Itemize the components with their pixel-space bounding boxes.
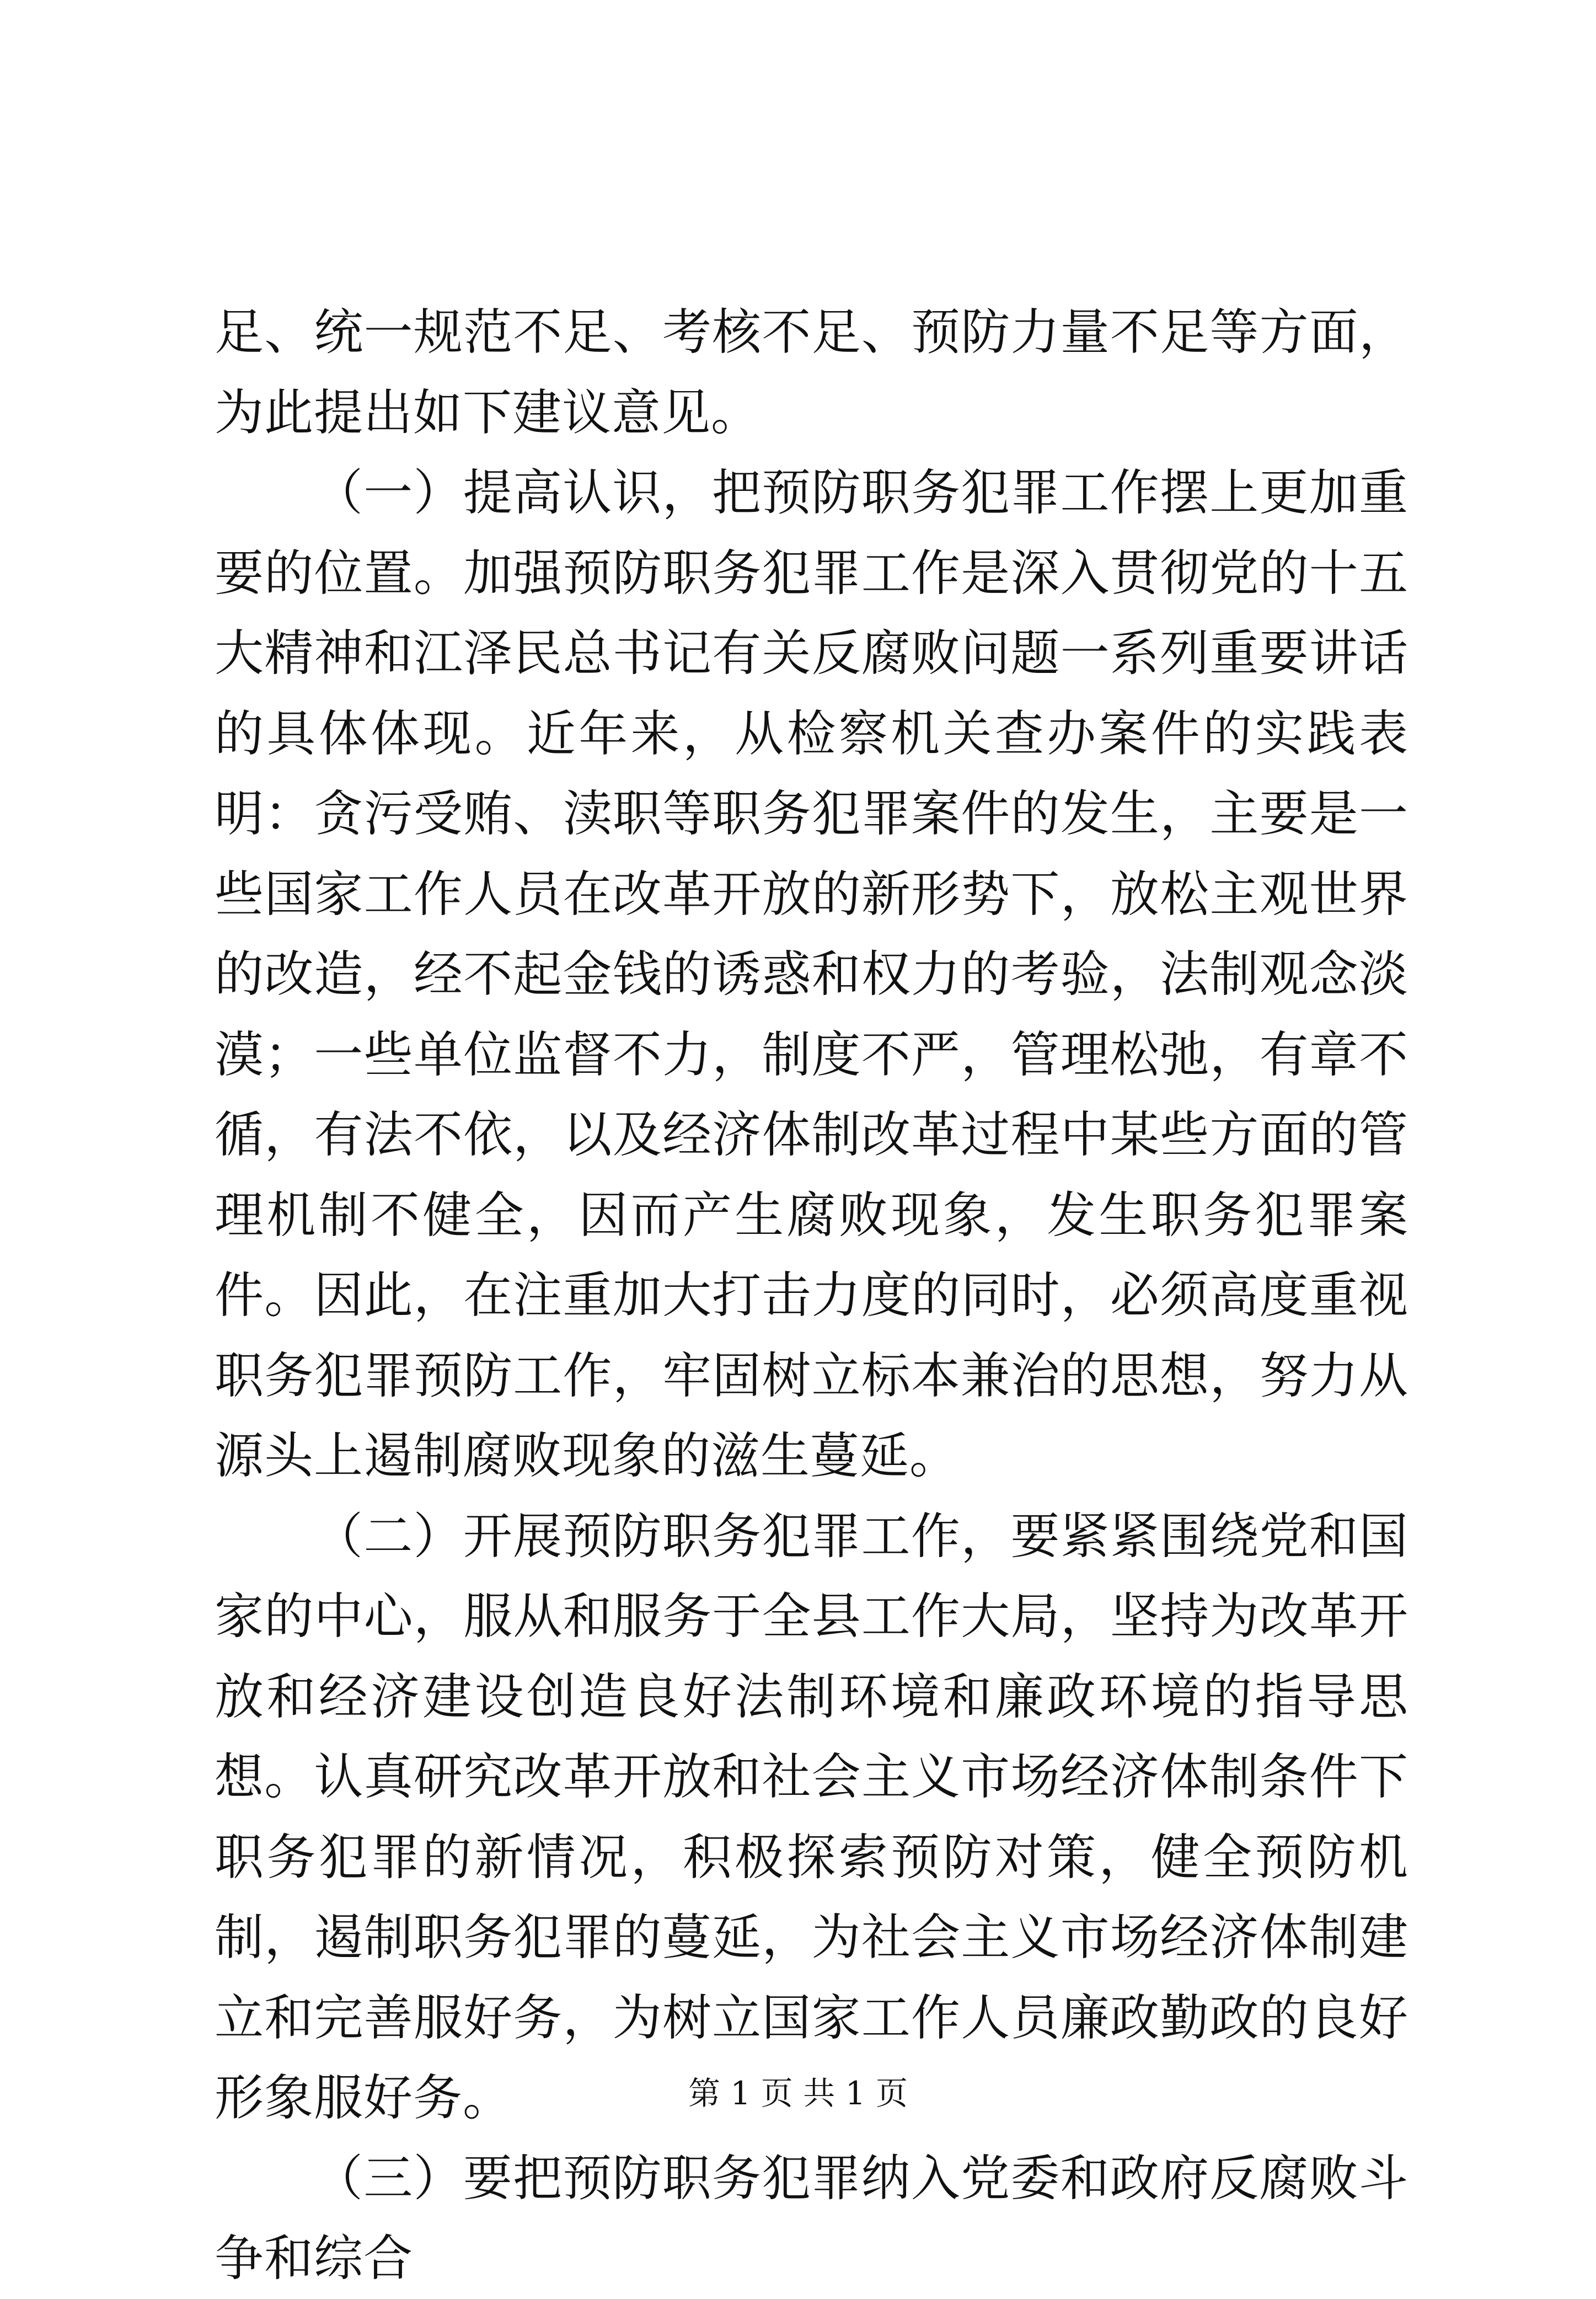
paragraph-section-2: （二）开展预防职务犯罪工作，要紧紧围绕党和国家的中心，服从和服务于全县工作大局，坚持为改革开放和经济建设创造良好法制环境和廉政环境的指导思想。认真研究改革开放和社会主义市场经济体制条件下职务犯罪的新情况，积极探索预防对策，健全预防机制，遏制职务犯罪的蔓延，为社会主义市场经济体制建立和完善服好务，为树立国家工作人员廉政勤政的良好形象服好务。 [215,1507,1408,2126]
page-footer [0,2074,1596,2113]
paragraph-section-1: （一）提高认识，把预防职务犯罪工作摆上更加重要的位置。加强预防职务犯罪工作是深入贯彻党的十五大精神和江泽民总书记有关反腐败问题一系列重要讲话的具体体现。近年来，从检察机关查办案件的实践表明：贪污受贿、渎职等职务犯罪案件的发生，主要是一些国家工作人员在改革开放的新形势下，放松主观世界的改造，经不起金钱的诱惑和权力的考验，法制观念淡漠；一些单位监督不力，制度不严，管理松弛，有章不循，有法不依，以及经济体制改革过程中某些方面的管理机制不健全，因而产生腐败现象，发生职务犯罪案件。因此，在注重加大打击力度的同时，必须高度重视职务犯罪预防工作，牢固树立标本兼治的思想，努力从源头上遏制腐败现象的滋生蔓延。 [215,464,1408,1484]
paragraph-section-3: （三）要把预防职务犯罪纳入党委和政府反腐败斗争和综合 [215,2149,1408,2287]
paragraph-continuation: 足、统一规范不足、考核不足、预防力量不足等方面，为此提出如下建议意见。 [215,303,1408,441]
page-number-label: 第 1 页 共 1 页 [688,2075,908,2112]
document-body [215,292,1408,2299]
